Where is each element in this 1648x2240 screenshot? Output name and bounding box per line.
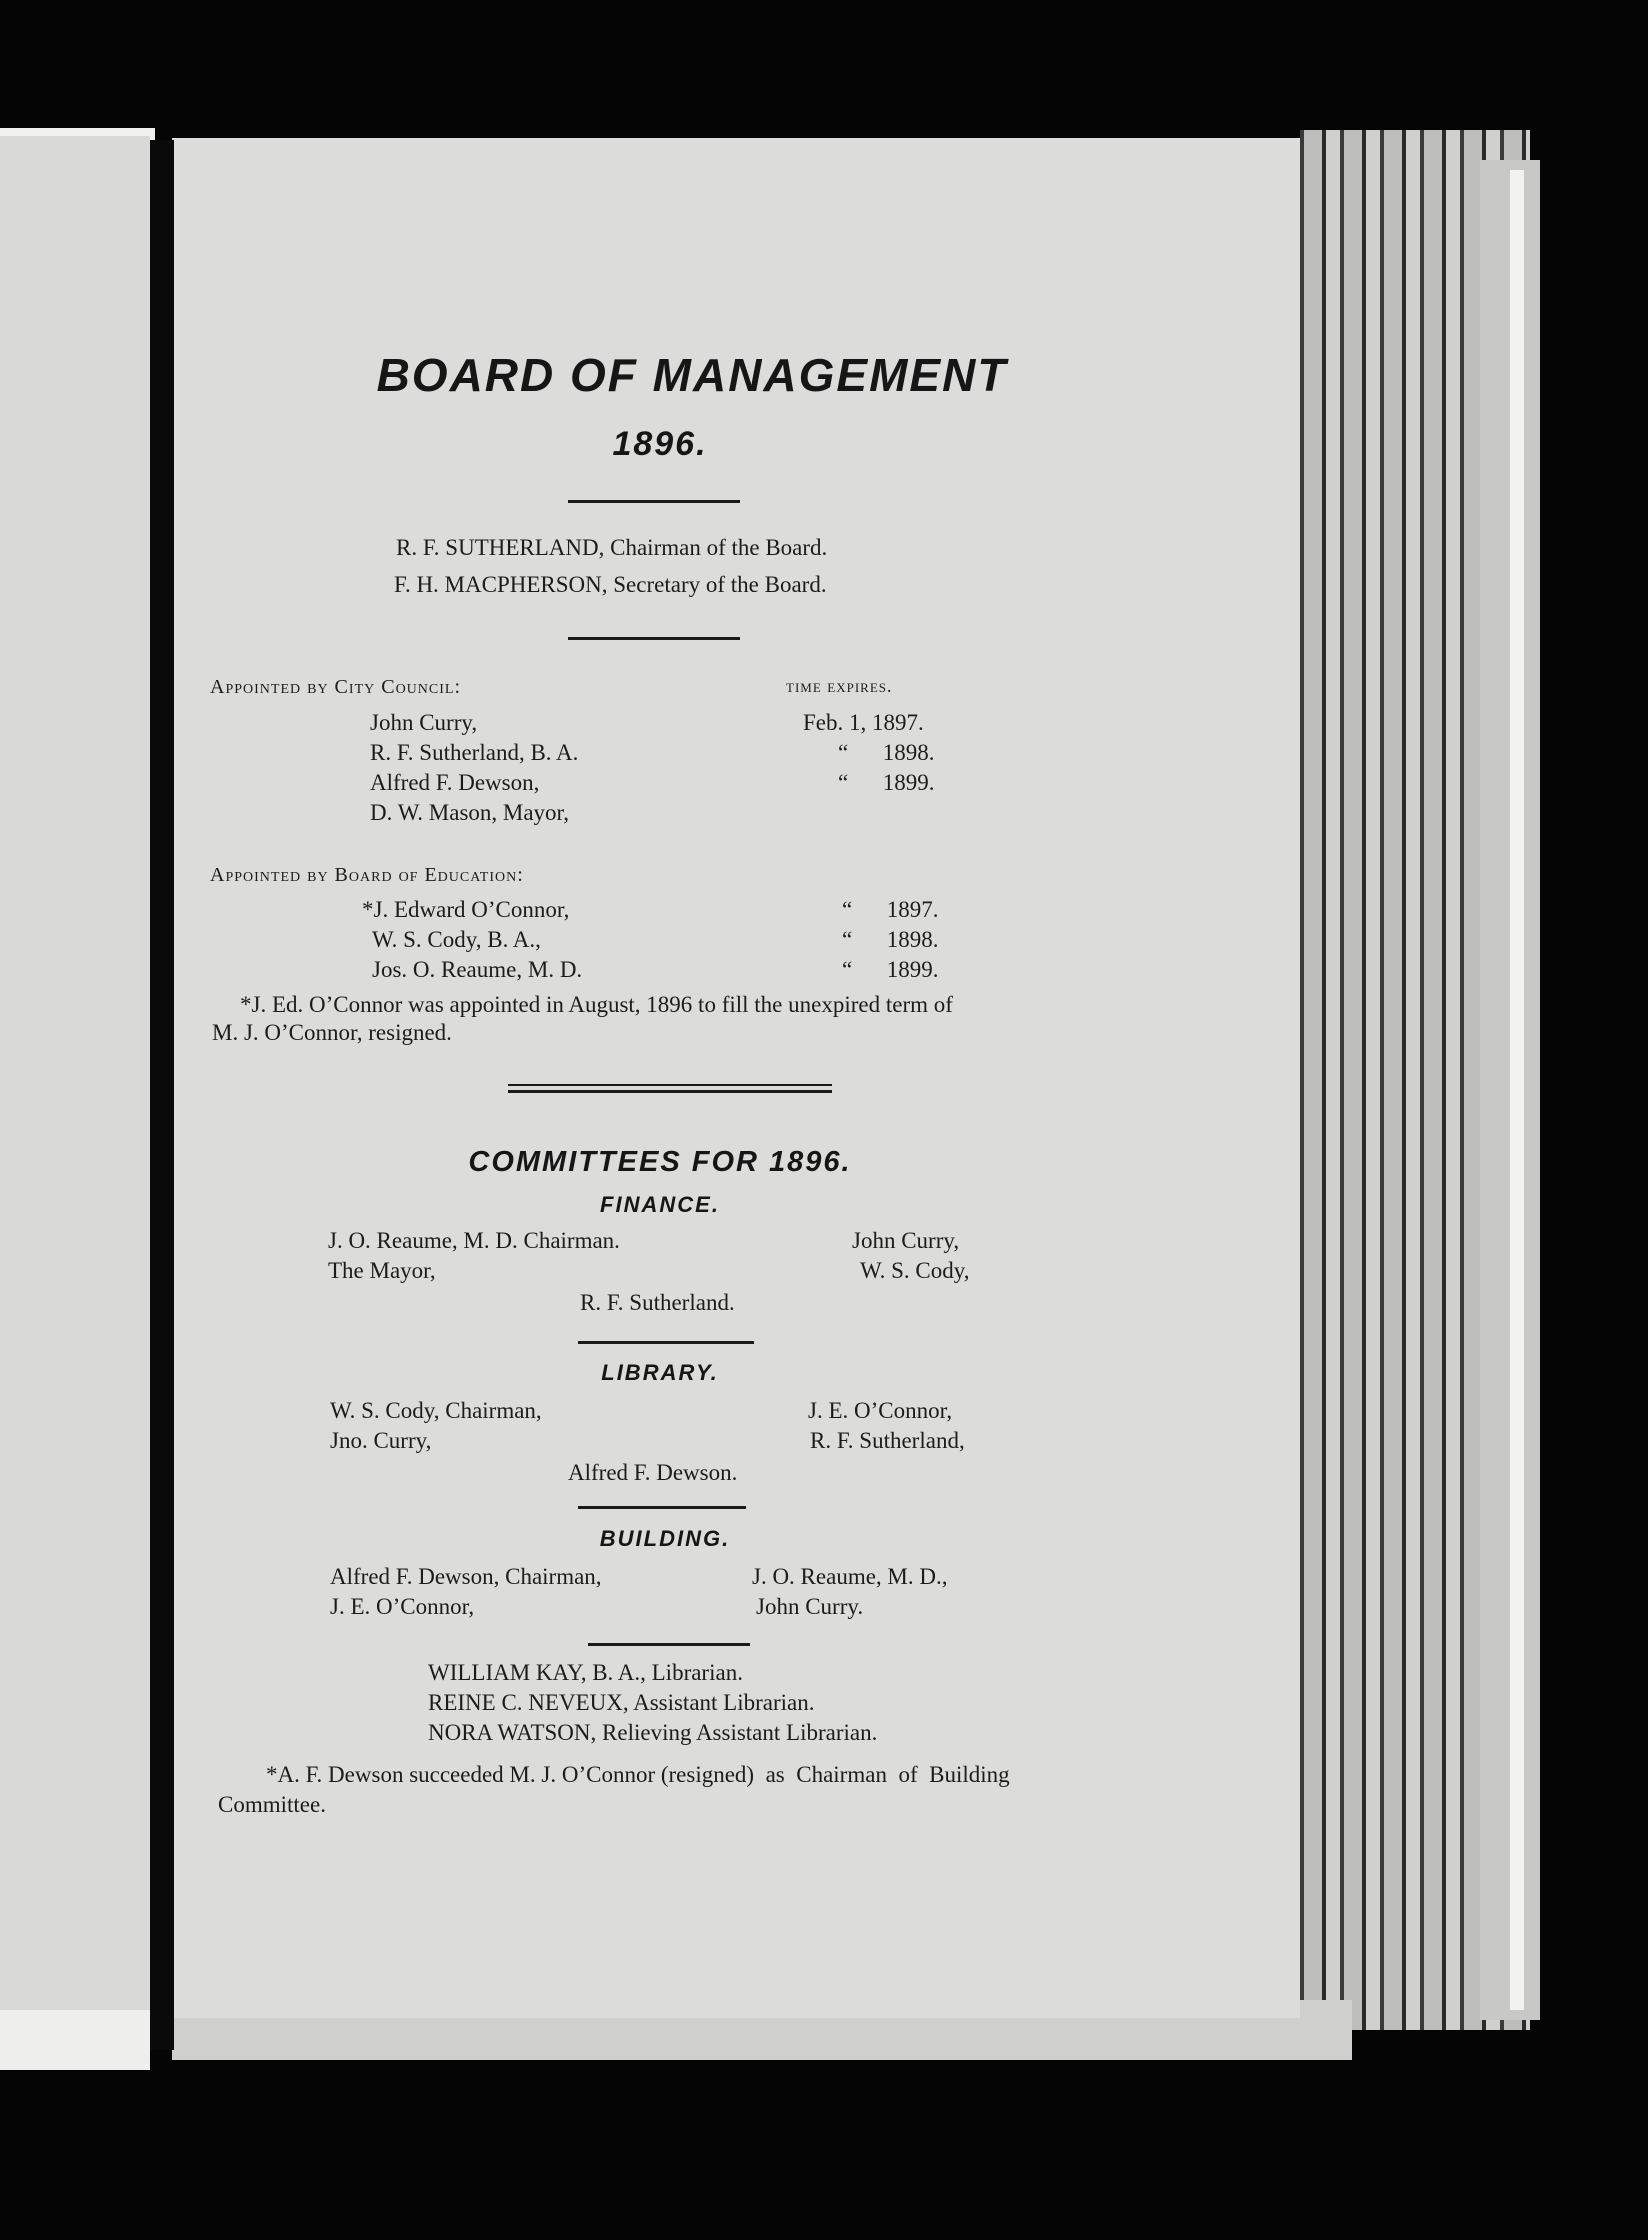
finance-member: John Curry,	[852, 1228, 960, 1253]
divider	[568, 500, 740, 503]
page-title: BOARD OF MANAGEMENT	[376, 349, 1008, 401]
page-year: 1896.	[612, 425, 708, 463]
staff-assistant	[428, 1690, 814, 1716]
staff-name: NORA WATSON,	[428, 1720, 597, 1745]
staff-name: WILLIAM KAY, B. A.,	[428, 1660, 646, 1685]
council-member-name: Alfred F. Dewson,	[370, 770, 540, 795]
divider	[588, 1643, 750, 1646]
finance-member: W. S. Cody,	[860, 1258, 970, 1283]
officer-name: F. H. MACPHERSON,	[394, 572, 608, 597]
staff-role: Librarian.	[651, 1660, 743, 1685]
council-member-expires: “ 1899.	[838, 770, 935, 795]
committees-heading: COMMITTEES FOR 1896.	[468, 1146, 852, 1178]
left-page	[0, 136, 150, 2056]
double-rule-top	[508, 1084, 832, 1086]
staff-role: Relieving Assistant Librarian.	[602, 1720, 878, 1745]
city-council-heading: Appointed by City Council:	[210, 676, 462, 698]
divider	[578, 1506, 746, 1509]
building-member: Alfred F. Dewson, Chairman,	[330, 1564, 602, 1589]
building-member: John Curry.	[756, 1594, 864, 1619]
building-heading: BUILDING.	[599, 1526, 731, 1551]
building-member: J. E. O’Connor,	[330, 1594, 475, 1619]
finance-heading: FINANCE.	[600, 1192, 720, 1217]
staff-relieving	[428, 1720, 877, 1746]
divider	[578, 1341, 754, 1344]
education-member-expires: “ 1899.	[842, 957, 939, 982]
divider	[568, 637, 740, 640]
finance-member: The Mayor,	[328, 1258, 436, 1283]
library-member: W. S. Cody, Chairman,	[330, 1398, 542, 1423]
library-member: Jno. Curry,	[330, 1428, 432, 1453]
library-member: R. F. Sutherland,	[810, 1428, 965, 1453]
officer-name: R. F. SUTHERLAND,	[396, 535, 605, 560]
cover-edge-highlight	[1510, 170, 1524, 2010]
building-member: J. O. Reaume, M. D.,	[752, 1564, 948, 1589]
library-member: Alfred F. Dewson.	[568, 1460, 738, 1485]
education-member-expires: “ 1898.	[842, 927, 939, 952]
footnote-line: M. J. O’Connor, resigned.	[212, 1020, 452, 1045]
council-member-name: R. F. Sutherland, B. A.	[370, 740, 579, 765]
footnote-line: *A. F. Dewson succeeded M. J. O’Connor (resigned) as Chairman of Building	[266, 1762, 1010, 1787]
officer-role: Secretary of the Board.	[613, 572, 827, 597]
finance-member: J. O. Reaume, M. D. Chairman.	[328, 1228, 620, 1253]
council-member-name: D. W. Mason, Mayor,	[370, 800, 570, 825]
officer-chairman	[396, 535, 827, 561]
time-expires-heading: time expires.	[786, 676, 893, 696]
library-heading: LIBRARY.	[601, 1360, 719, 1385]
board-education-heading: Appointed by Board of Education:	[210, 864, 524, 886]
library-member: J. E. O’Connor,	[808, 1398, 953, 1423]
staff-name: REINE C. NEVEUX,	[428, 1690, 629, 1715]
book-gutter	[150, 140, 174, 2050]
staff-role: Assistant Librarian.	[633, 1690, 815, 1715]
footnote-line: Committee.	[218, 1792, 326, 1817]
officer-secretary	[394, 572, 827, 598]
finance-member: R. F. Sutherland.	[580, 1290, 735, 1315]
education-member-name: W. S. Cody, B. A.,	[372, 927, 541, 952]
footnote-line: *J. Ed. O’Connor was appointed in August, 1896 to fill the unexpired term of	[240, 992, 953, 1017]
council-member-expires: Feb. 1, 1897.	[803, 710, 924, 735]
double-rule-bottom	[508, 1090, 832, 1093]
officer-role: Chairman of the Board.	[610, 535, 828, 560]
staff-librarian	[428, 1660, 743, 1686]
council-member-name: John Curry,	[370, 710, 478, 735]
left-page-bottom	[0, 2010, 150, 2070]
education-member-expires: “ 1897.	[842, 897, 939, 922]
education-member-name: Jos. O. Reaume, M. D.	[372, 957, 583, 982]
education-member-name: *J. Edward O’Connor,	[362, 897, 570, 922]
council-member-expires: “ 1898.	[838, 740, 935, 765]
